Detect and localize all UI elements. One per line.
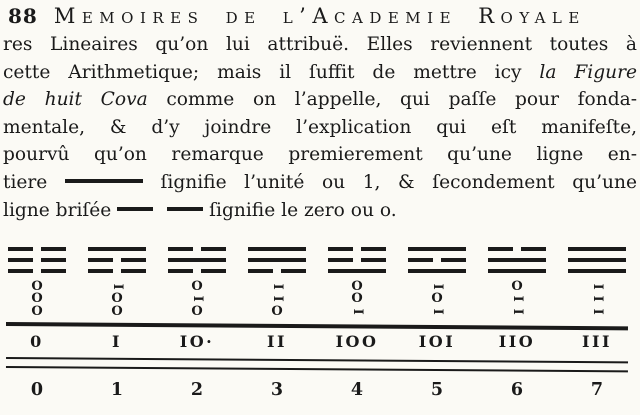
line-text: cette Arithmetique; mais il ſuffit de mettre icy	[3, 61, 522, 83]
paragraph-line-2	[3, 59, 637, 87]
vertical-digit: I	[349, 308, 365, 315]
solid-trigram-line	[248, 258, 306, 262]
binary-row	[6, 332, 628, 351]
solid-trigram-line	[488, 269, 546, 273]
solid-trigram-line	[488, 258, 546, 262]
rule-line	[6, 357, 628, 363]
paragraph-line-7	[3, 197, 637, 225]
binary-label: III	[582, 332, 612, 352]
vertical-digit: I	[509, 308, 525, 315]
vertical-digit: I	[189, 296, 205, 303]
trigram-1	[86, 245, 148, 273]
trigram-3	[246, 245, 308, 273]
paragraph-line-1	[3, 31, 637, 59]
vertical-digit: O	[31, 303, 43, 319]
trigram-7	[566, 245, 628, 273]
vertical-digit: I	[589, 296, 605, 303]
vertical-digit: O	[271, 303, 283, 319]
solid-trigram-line	[568, 258, 626, 262]
vertical-digits-1	[86, 281, 148, 317]
vertical-digits-4	[326, 281, 388, 317]
solid-trigram-line	[408, 269, 466, 273]
vertical-digit: O	[31, 291, 43, 307]
vertical-digit: O	[111, 303, 123, 319]
upper-rule	[6, 322, 628, 330]
binary-label: 0	[30, 332, 44, 352]
vertical-digit: O	[351, 279, 363, 294]
solid-trigram-line	[568, 269, 626, 273]
vertical-digits-5	[406, 281, 468, 317]
vertical-digit: O	[31, 279, 43, 294]
line-text: tiere	[3, 171, 48, 193]
paragraph-line-4	[3, 114, 637, 142]
solid-trigram-line	[328, 269, 386, 273]
decimal-label: 3	[270, 380, 284, 401]
broken-trigram-line	[328, 247, 386, 251]
italic-phrase: de huit Cova	[3, 89, 148, 111]
decimal-label: 1	[110, 380, 124, 401]
solid-trigram-line	[248, 247, 306, 251]
binary-label: II	[267, 332, 287, 352]
decimal-label: 4	[350, 380, 364, 401]
body-paragraph	[3, 31, 637, 224]
vertical-digit: O	[111, 291, 123, 307]
running-header-row	[8, 4, 636, 28]
page-number: 88	[8, 4, 38, 28]
line-text: comme on l’appelle, qui paſſe pour fonda-	[166, 89, 637, 111]
paragraph-line-5	[3, 141, 637, 169]
broken-trigram-line	[248, 269, 306, 273]
vertical-digit: O	[511, 279, 523, 294]
vertical-digit: I	[589, 283, 605, 290]
broken-line-segment	[167, 207, 203, 211]
vertical-digit: I	[509, 296, 525, 303]
trigram-4	[326, 245, 388, 273]
decimal-label: 2	[190, 380, 204, 401]
decimal-label: 6	[510, 380, 524, 401]
broken-trigram-line	[408, 258, 466, 262]
line-text: pourvû qu’on remarque premierement qu’une ligne en-	[3, 144, 637, 166]
line-text: ſignifie l’unité ou 1, & ſecondement qu’une	[160, 171, 637, 193]
vertical-digits-row	[6, 273, 628, 317]
vertical-digit: I	[269, 296, 285, 303]
decimal-row	[6, 380, 628, 400]
broken-trigram-line	[328, 258, 386, 262]
binary-label: IO·	[179, 332, 215, 352]
paragraph-line-6	[3, 169, 637, 197]
italic-phrase: la Figure	[539, 61, 637, 83]
vertical-digit: O	[351, 291, 363, 307]
binary-label: I	[112, 332, 122, 352]
solid-trigram-line	[408, 247, 466, 251]
broken-trigram-line	[168, 269, 226, 273]
decimal-label: 7	[590, 380, 604, 401]
decimal-label: 5	[430, 380, 444, 401]
running-header: Memoires de l’Academie Royale	[53, 4, 586, 28]
vertical-digits-2	[166, 281, 228, 317]
cova-figure-table	[6, 245, 628, 400]
vertical-digit: I	[589, 308, 605, 315]
vertical-digit: O	[191, 303, 203, 319]
rule-line	[6, 366, 628, 372]
vertical-digit: I	[269, 283, 285, 290]
broken-line-segment	[117, 207, 153, 211]
broken-line-symbol	[117, 207, 203, 211]
solid-trigram-line	[168, 258, 226, 262]
solid-trigram-line	[568, 247, 626, 251]
line-text: mentale, & d’y joindre l’explication qui eſt manifeſte,	[3, 116, 637, 138]
vertical-digits-7	[566, 281, 628, 317]
trigram-2	[166, 245, 228, 273]
broken-trigram-line	[8, 247, 66, 251]
vertical-digits-0	[6, 281, 68, 317]
vertical-digit: O	[431, 291, 443, 307]
trigram-0	[6, 245, 68, 273]
broken-trigram-line	[168, 247, 226, 251]
broken-trigram-line	[88, 258, 146, 262]
trigram-row	[6, 245, 628, 273]
double-rule	[6, 357, 628, 372]
line-text: ſignifie le zero ou o.	[209, 199, 397, 221]
vertical-digit: I	[429, 283, 445, 290]
broken-trigram-line	[8, 269, 66, 273]
broken-trigram-line	[8, 258, 66, 262]
vertical-digit: O	[191, 279, 203, 294]
binary-label: IOO	[335, 332, 379, 352]
broken-trigram-line	[488, 247, 546, 251]
trigram-5	[406, 245, 468, 273]
binary-label: IIO	[498, 332, 536, 352]
vertical-digits-6	[486, 281, 548, 317]
decimal-label: 0	[30, 380, 44, 401]
trigram-6	[486, 245, 548, 273]
binary-label: IOI	[418, 332, 456, 352]
line-text: res Lineaires qu’on lui attribuë. Elles reviennent toutes à	[3, 34, 637, 55]
solid-line-symbol	[65, 179, 143, 183]
broken-trigram-line	[88, 269, 146, 273]
paragraph-line-3	[3, 86, 637, 114]
line-text: ligne briſée	[3, 199, 112, 221]
solid-trigram-line	[88, 247, 146, 251]
vertical-digits-3	[246, 281, 308, 317]
vertical-digit: I	[429, 308, 445, 315]
vertical-digit: I	[109, 283, 125, 290]
